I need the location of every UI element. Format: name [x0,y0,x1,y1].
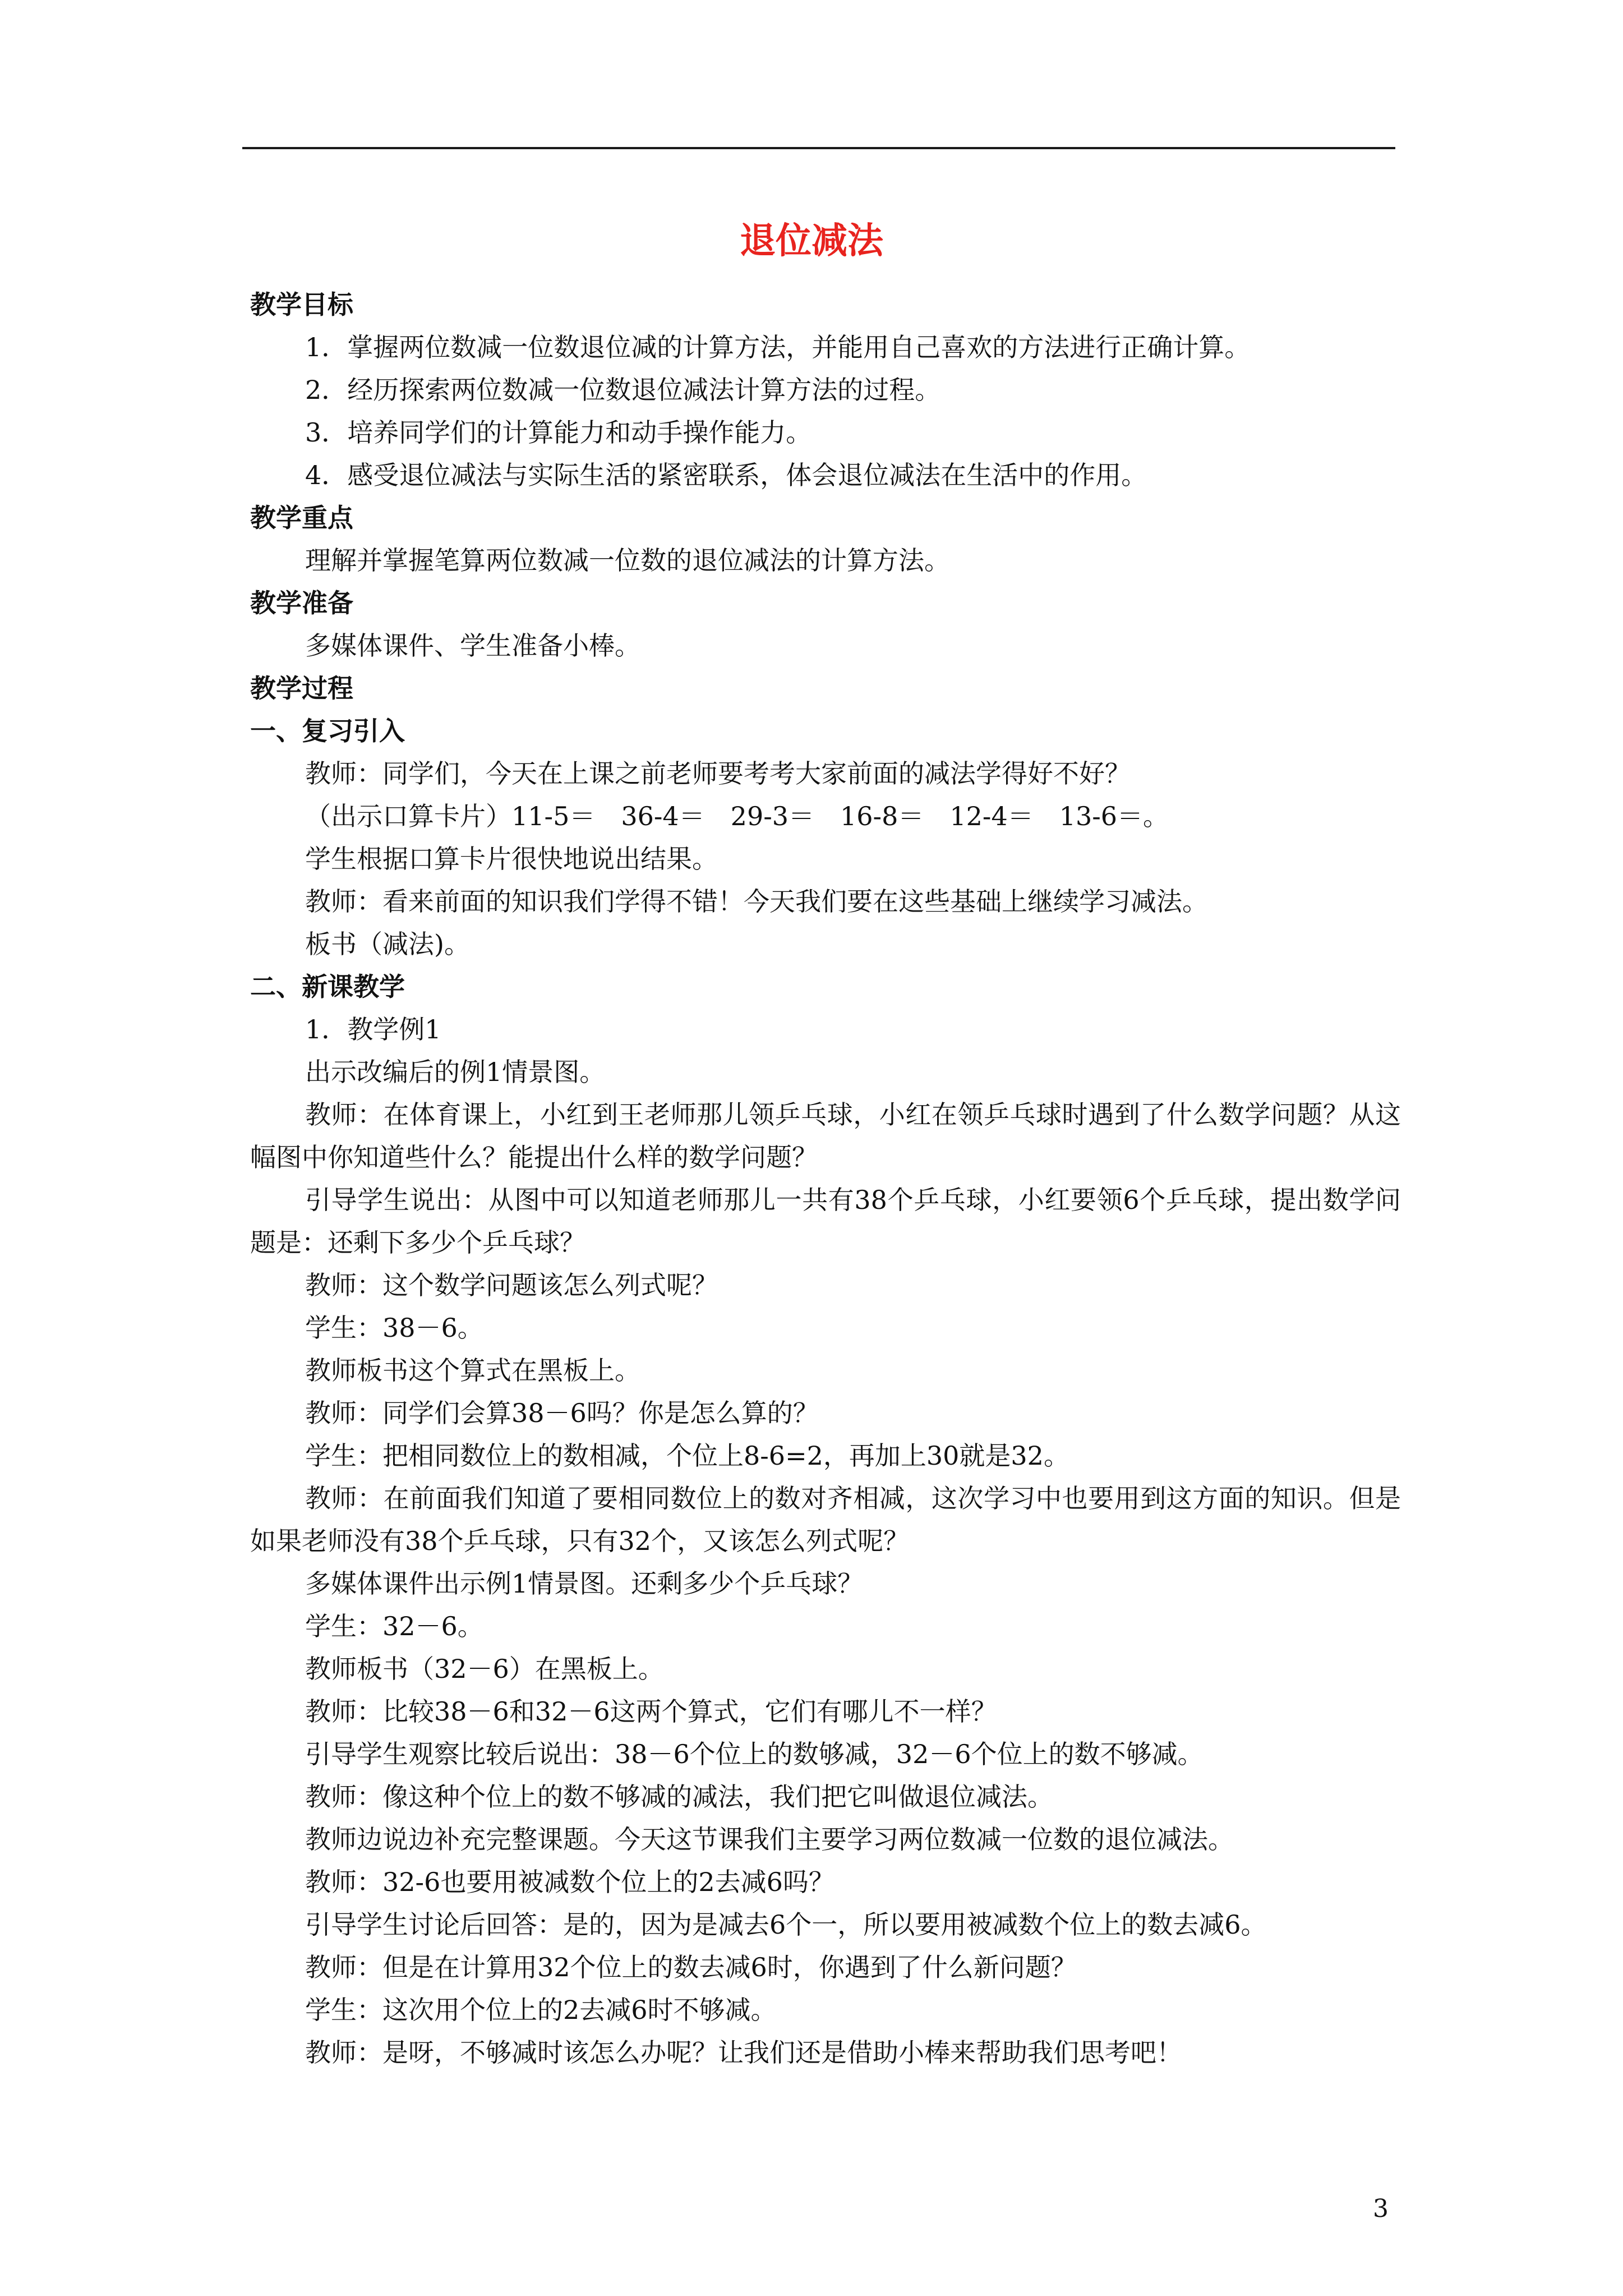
section-heading: 教学准备 [250,588,353,618]
paragraph: 引导学生讨论后回答：是的，因为是减去6个一，所以要用被减数个位上的数去减6。 [305,1910,1267,1940]
paragraph: 教师：像这种个位上的数不够减的减法，我们把它叫做退位减法。 [305,1782,1053,1812]
paragraph: 教师：同学们会算38－6吗？你是怎么算的？ [305,1398,819,1428]
paragraph: 教师：看来前面的知识我们学得不错！今天我们要在这些基础上继续学习减法。 [305,886,1208,917]
paragraph: 多媒体课件、学生准备小棒。 [305,631,640,661]
paragraph: 4．感受退位减法与实际生活的紧密联系，体会退位减法在生活中的作用。 [305,460,1147,490]
header-rule [242,147,1395,149]
paragraph: 教师：在体育课上，小红到王老师那儿领乒乓球，小红在领乒乓球时遇到了什么数学问题？从这幅图中你知道些什么？能提出什么样的数学问题？ [250,1099,1401,1172]
section-heading: 二、新课教学 [250,972,405,1002]
document-body [250,283,1401,2074]
paragraph: 引导学生说出：从图中可以知道老师那儿一共有38个乒乓球，小红要领6个乒乓球，提出数学问题是：还剩下多少个乒乓球？ [250,1185,1401,1258]
paragraph: 教师边说边补充完整课题。今天这节课我们主要学习两位数减一位数的退位减法。 [305,1824,1234,1855]
paragraph: 教师板书这个算式在黑板上。 [305,1355,640,1386]
paragraph: 出示改编后的例1情景图。 [305,1057,606,1087]
paragraph: 教师：在前面我们知道了要相同数位上的数对齐相减，这次学习中也要用到这方面的知识。但是如果老师没有38个乒乓球，只有32个，又该怎么列式呢？ [250,1483,1401,1556]
paragraph: 1．教学例1 [305,1014,441,1045]
section-heading: 一、复习引入 [250,716,405,746]
paragraph: 3．培养同学们的计算能力和动手操作能力。 [305,417,812,448]
paragraph: 学生根据口算卡片很快地说出结果。 [305,844,718,874]
paragraph: 学生：这次用个位上的2去减6时不够减。 [305,1995,777,2025]
page-number: 3 [1373,2194,1389,2223]
paragraph: 板书（减法)。 [305,929,470,959]
paragraph: 教师：但是在计算用32个位上的数去减6时，你遇到了什么新问题？ [305,1952,1077,1982]
paragraph: 引导学生观察比较后说出：38－6个位上的数够减，32－6个位上的数不够减。 [305,1739,1204,1769]
paragraph: 2．经历探索两位数减一位数退位减法计算方法的过程。 [305,375,941,405]
paragraph: 学生：把相同数位上的数相减，个位上8-6=2，再加上30就是32。 [305,1441,1069,1471]
paragraph: 教师：这个数学问题该怎么列式呢？ [305,1270,718,1300]
paragraph: 1．掌握两位数减一位数退位减的计算方法，并能用自己喜欢的方法进行正确计算。 [305,332,1251,362]
paragraph: 教师：同学们，今天在上课之前老师要考考大家前面的减法学得好不好？ [305,758,1131,789]
paragraph: 多媒体课件出示例1情景图。还剩多少个乒乓球？ [305,1568,864,1599]
paragraph: 教师板书（32－6）在黑板上。 [305,1654,664,1684]
paragraph: 学生：32－6。 [305,1611,483,1641]
document-title: 退位减法 [740,220,883,262]
paragraph: 学生：38－6。 [305,1313,483,1343]
section-heading: 教学重点 [250,503,353,533]
paragraph: 教师：是呀，不够减时该怎么办呢？让我们还是借助小棒来帮助我们思考吧！ [305,2037,1182,2068]
paragraph: 教师：比较38－6和32－6这两个算式，它们有哪儿不一样？ [305,1696,997,1727]
paragraph: （出示口算卡片）11-5＝ 36-4＝ 29-3＝ 16-8＝ 12-4＝ 13-6＝。 [305,801,1169,831]
paragraph: 教师：32-6也要用被减数个位上的2去减6吗？ [305,1867,834,1897]
paragraph: 理解并掌握笔算两位数减一位数的退位减法的计算方法。 [305,545,950,576]
section-heading: 教学过程 [250,673,353,703]
section-heading: 教学目标 [250,289,353,320]
